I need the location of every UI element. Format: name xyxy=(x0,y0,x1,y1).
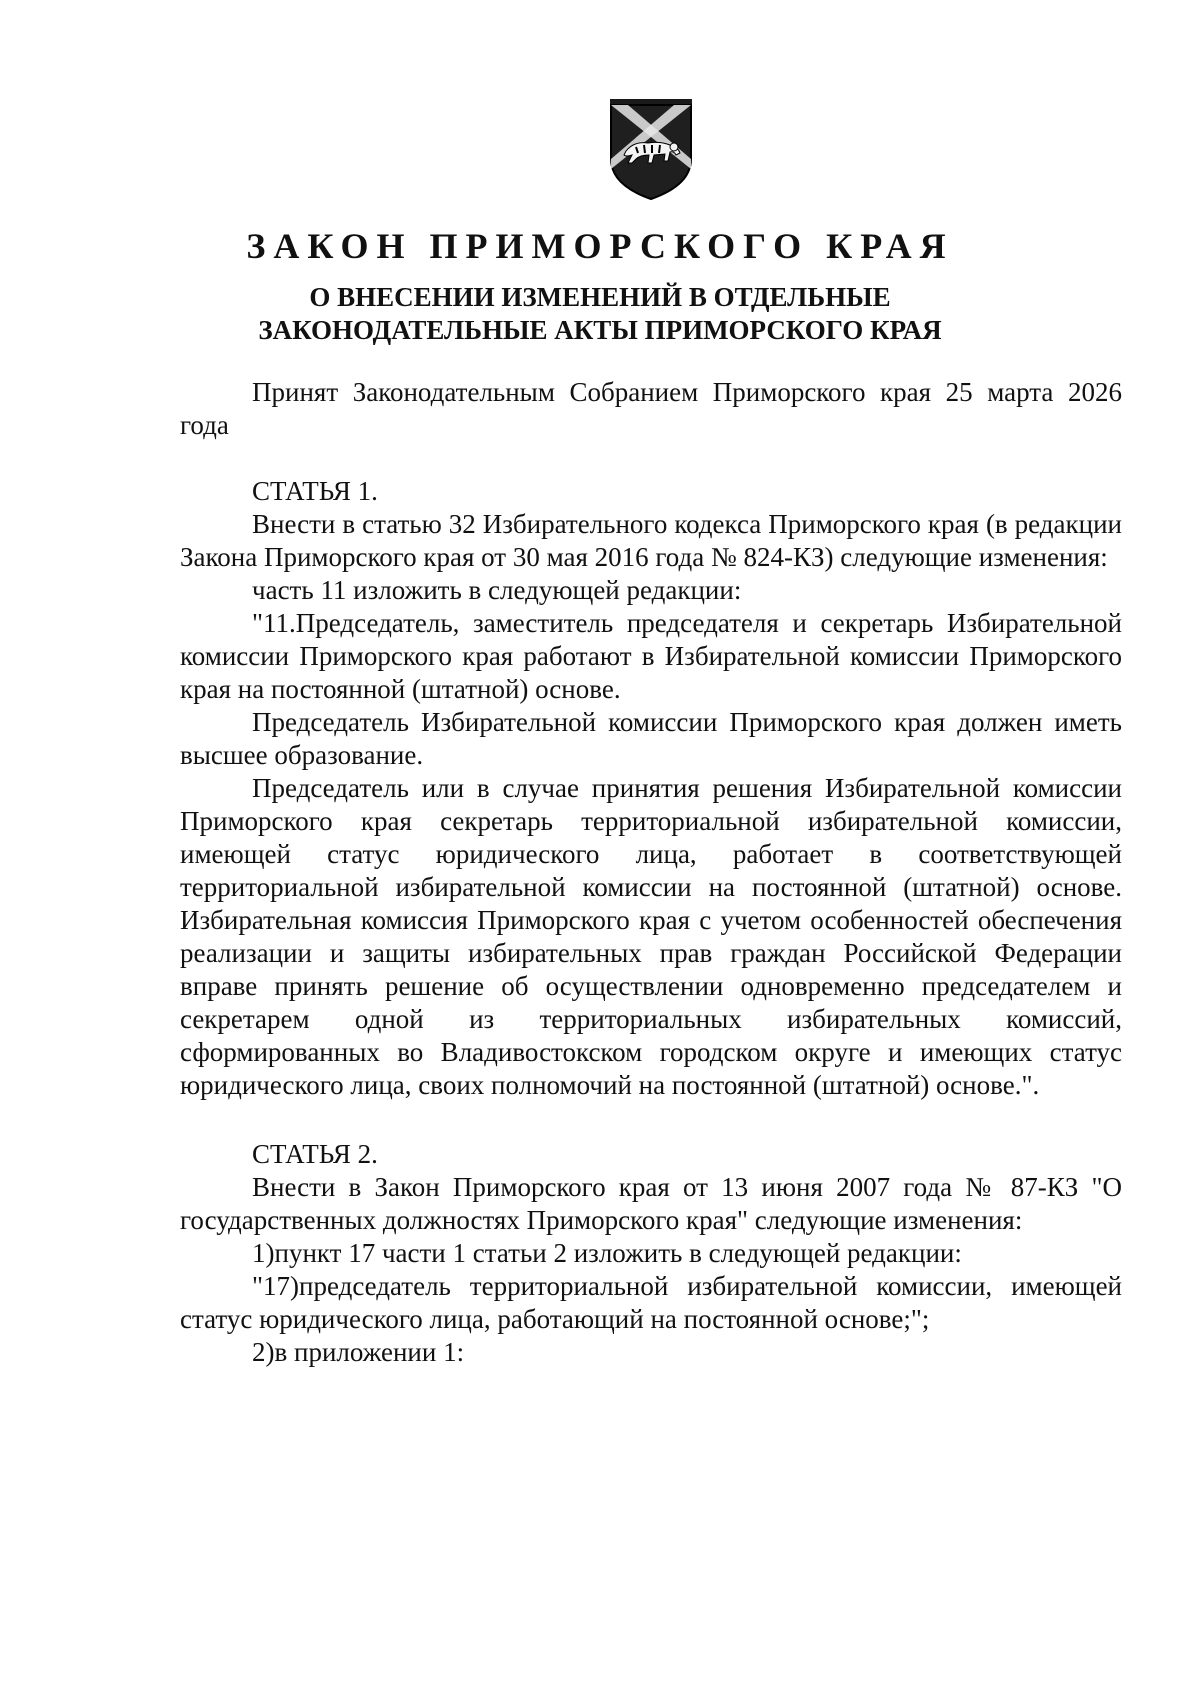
article-1-paragraph: "11.Председатель, заместитель председателя и секретарь Избирательной комиссии Приморского края работают в Избирательной комиссии Приморского края на постоянной (штатной) основе. xyxy=(180,608,1122,704)
article-2-paragraph: Внести в Закон Приморского края от 13 июня 2007 года № 87-КЗ "О государственных должностях Приморского края" следующие изменения: xyxy=(180,1172,1122,1235)
adoption-statement: Принят Законодательным Собранием Приморского края 25 марта 2026 года xyxy=(180,377,1122,440)
article-2-heading: СТАТЬЯ 2. xyxy=(252,1139,378,1169)
law-subtitle-line-2: ЗАКОНОДАТЕЛЬНЫЕ АКТЫ ПРИМОРСКОГО КРАЯ xyxy=(258,315,942,345)
law-title: ЗАКОН ПРИМОРСКОГО КРАЯ xyxy=(246,226,954,266)
article-2-paragraph: 2)в приложении 1: xyxy=(252,1337,465,1367)
article-1-paragraph: Председатель или в случае принятия решения Избирательной комиссии Приморского края секретарь территориальной избирательной комиссии, имеющей статус юридического лица, работает в соответствующей территориальной избирательной комиссии на постоянной (штатной) основе. Избирательная комиссия Приморского края с учетом особенностей обеспечения реализации и защиты избирательных прав граждан Российской Федерации вправе принять решение об осуществлении одновременно председателем и секретарем одной из территориальных избирательных комиссий, сформированных во Владивостокском городском округе и имеющих статус юридического лица, своих полномочий на постоянной (штатной) основе.". xyxy=(180,773,1122,1100)
article-1-heading: СТАТЬЯ 1. xyxy=(252,476,378,506)
article-2-paragraph: "17)председатель территориальной избирательной комиссии, имеющей статус юридического лица, работающий на постоянной основе;"; xyxy=(180,1271,1122,1334)
coat-of-arms-tiger-icon xyxy=(608,97,694,201)
article-1-paragraph: часть 11 изложить в следующей редакции: xyxy=(252,575,742,605)
law-body xyxy=(180,376,1122,1369)
law-subtitle-line-1: О ВНЕСЕНИИ ИЗМЕНЕНИЙ В ОТДЕЛЬНЫЕ xyxy=(309,282,891,312)
article-1-paragraph: Внести в статью 32 Избирательного кодекса Приморского края (в редакции Закона Приморского края от 30 мая 2016 года № 824-КЗ) следующие изменения: xyxy=(180,509,1122,572)
article-2-paragraph: 1)пункт 17 части 1 статьи 2 изложить в следующей редакции: xyxy=(252,1238,962,1268)
article-1-paragraph: Председатель Избирательной комиссии Приморского края должен иметь высшее образование. xyxy=(180,707,1122,770)
